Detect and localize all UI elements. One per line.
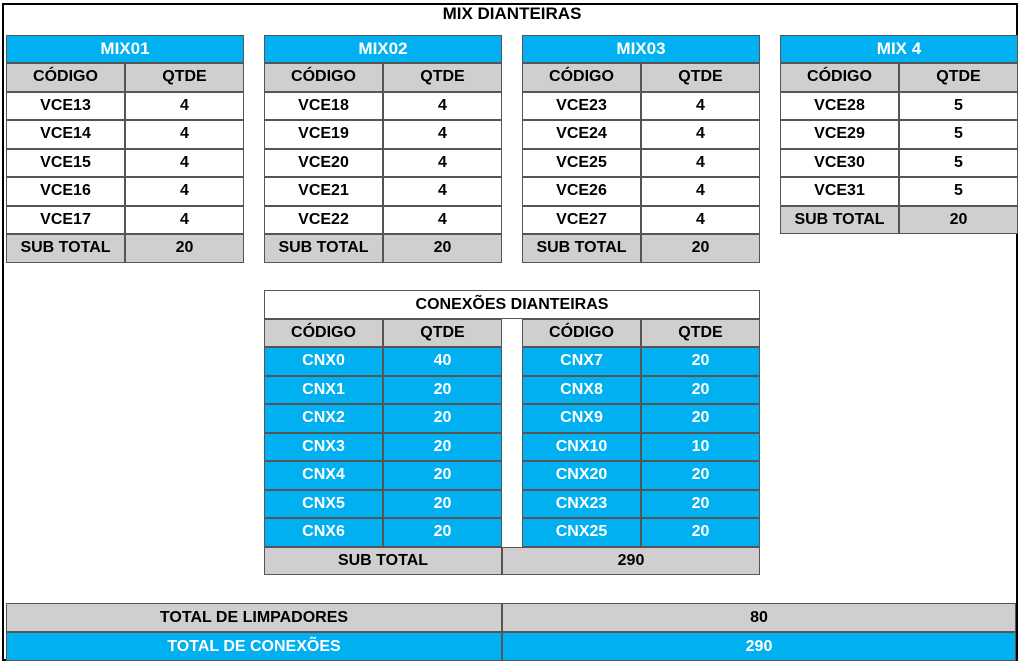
- connection-row-qty: 40: [383, 347, 502, 376]
- table-row-code: VCE30: [780, 149, 899, 178]
- table-row-code: VCE31: [780, 177, 899, 206]
- table-row-qty: 4: [641, 206, 760, 235]
- column-header-qty: QTDE: [641, 319, 760, 347]
- table-row-code: VCE29: [780, 120, 899, 149]
- total-value: 80: [502, 603, 1016, 632]
- total-value: 290: [502, 632, 1016, 661]
- connection-row-qty: 20: [383, 490, 502, 519]
- mix-header: MIX02: [264, 35, 502, 63]
- connection-row-qty: 20: [641, 404, 760, 433]
- connection-row-code: CNX9: [522, 404, 641, 433]
- table-row-qty: 4: [125, 177, 244, 206]
- table-row-qty: 4: [641, 120, 760, 149]
- subtotal-label: SUB TOTAL: [522, 234, 641, 263]
- table-row-qty: 4: [383, 177, 502, 206]
- mix-header: MIX 4: [780, 35, 1018, 63]
- table-row-code: VCE20: [264, 149, 383, 178]
- table-row-qty: 4: [125, 120, 244, 149]
- table-row-code: VCE15: [6, 149, 125, 178]
- connection-row-code: CNX10: [522, 433, 641, 462]
- column-header-qty: QTDE: [641, 63, 760, 92]
- connection-row-qty: 10: [641, 433, 760, 462]
- column-header-qty: QTDE: [383, 319, 502, 347]
- connection-row-code: CNX7: [522, 347, 641, 376]
- table-row-qty: 4: [641, 92, 760, 121]
- table-row-qty: 4: [125, 206, 244, 235]
- table-row-code: VCE23: [522, 92, 641, 121]
- table-row-code: VCE28: [780, 92, 899, 121]
- column-header-qty: QTDE: [899, 63, 1018, 92]
- connection-row-code: CNX20: [522, 461, 641, 490]
- connection-row-qty: 20: [383, 404, 502, 433]
- page-title: MIX DIANTEIRAS: [442, 4, 582, 23]
- subtotal-value: 20: [383, 234, 502, 263]
- connection-row-qty: 20: [383, 461, 502, 490]
- table-row-code: VCE17: [6, 206, 125, 235]
- subtotal-label: SUB TOTAL: [780, 206, 899, 235]
- table-row-qty: 5: [899, 120, 1018, 149]
- connection-row-code: CNX4: [264, 461, 383, 490]
- connections-subtotal-value: 290: [502, 547, 760, 575]
- total-label: TOTAL DE CONEXÕES: [6, 632, 502, 661]
- connection-row-qty: 20: [383, 518, 502, 547]
- table-row-code: VCE27: [522, 206, 641, 235]
- column-header-code: CÓDIGO: [522, 319, 641, 347]
- table-row-qty: 4: [383, 120, 502, 149]
- table-row-code: VCE25: [522, 149, 641, 178]
- connection-row-code: CNX0: [264, 347, 383, 376]
- subtotal-value: 20: [899, 206, 1018, 235]
- column-header-qty: QTDE: [383, 63, 502, 92]
- subtotal-value: 20: [125, 234, 244, 263]
- table-row-code: VCE19: [264, 120, 383, 149]
- subtotal-value: 20: [641, 234, 760, 263]
- connection-row-code: CNX3: [264, 433, 383, 462]
- connection-row-qty: 20: [641, 490, 760, 519]
- connection-row-qty: 20: [383, 433, 502, 462]
- connection-row-qty: 20: [641, 518, 760, 547]
- connection-row-code: CNX25: [522, 518, 641, 547]
- connection-row-qty: 20: [641, 461, 760, 490]
- mix-header: MIX03: [522, 35, 760, 63]
- column-header-code: CÓDIGO: [780, 63, 899, 92]
- connection-row-code: CNX1: [264, 376, 383, 405]
- table-row-code: VCE22: [264, 206, 383, 235]
- table-row-qty: 4: [125, 149, 244, 178]
- subtotal-label: SUB TOTAL: [6, 234, 125, 263]
- connection-row-qty: 20: [383, 376, 502, 405]
- connection-row-code: CNX2: [264, 404, 383, 433]
- table-row-qty: 4: [641, 177, 760, 206]
- column-header-code: CÓDIGO: [522, 63, 641, 92]
- column-header-qty: QTDE: [125, 63, 244, 92]
- table-row-qty: 5: [899, 177, 1018, 206]
- connections-title: CONEXÕES DIANTEIRAS: [264, 290, 760, 319]
- table-row-qty: 4: [383, 149, 502, 178]
- table-row-code: VCE26: [522, 177, 641, 206]
- subtotal-label: SUB TOTAL: [264, 234, 383, 263]
- column-header-code: CÓDIGO: [6, 63, 125, 92]
- table-row-code: VCE18: [264, 92, 383, 121]
- column-header-code: CÓDIGO: [264, 319, 383, 347]
- total-label: TOTAL DE LIMPADORES: [6, 603, 502, 632]
- table-row-code: VCE14: [6, 120, 125, 149]
- table-row-qty: 4: [383, 92, 502, 121]
- connection-row-code: CNX23: [522, 490, 641, 519]
- table-row-qty: 5: [899, 149, 1018, 178]
- connection-row-code: CNX5: [264, 490, 383, 519]
- table-row-code: VCE24: [522, 120, 641, 149]
- connection-row-code: CNX8: [522, 376, 641, 405]
- table-row-code: VCE16: [6, 177, 125, 206]
- mix-header: MIX01: [6, 35, 244, 63]
- table-row-qty: 4: [383, 206, 502, 235]
- connection-row-qty: 20: [641, 347, 760, 376]
- table-row-code: VCE13: [6, 92, 125, 121]
- table-row-qty: 4: [641, 149, 760, 178]
- table-row-qty: 4: [125, 92, 244, 121]
- table-row-qty: 5: [899, 92, 1018, 121]
- connection-row-qty: 20: [641, 376, 760, 405]
- connections-subtotal-label: SUB TOTAL: [264, 547, 502, 575]
- column-header-code: CÓDIGO: [264, 63, 383, 92]
- table-row-code: VCE21: [264, 177, 383, 206]
- connection-row-code: CNX6: [264, 518, 383, 547]
